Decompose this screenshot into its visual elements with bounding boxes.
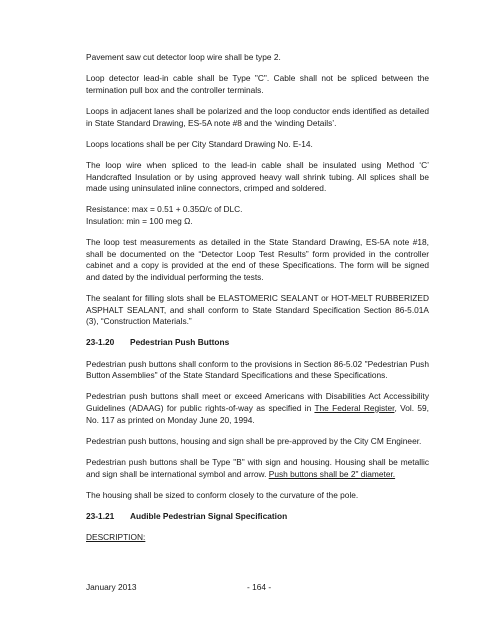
paragraph-loop-locations: Loops locations shall be per City Standard Drawing No. E-14. xyxy=(86,138,313,149)
paragraph-resistance-insulation xyxy=(86,204,429,227)
federal-register-reference: The Federal Register xyxy=(314,403,395,413)
resistance-line: Resistance: max = 0.51 + 0.35Ω/c of DLC. xyxy=(86,204,243,215)
paragraph-loop-test: The loop test measurements as detailed in the State Standard Drawing, ES-5A note #18, shall be documented on the “Detector Loop Test Results” form provided in the controller cabinet and a copy is provided at the end of these Specifications. The form will be signed and dated by the individual performing the tests. xyxy=(86,237,429,282)
paragraph-saw-cut-wire: Pavement saw cut detector loop wire shall be type 2. xyxy=(86,52,281,62)
button-diameter-note: Push buttons shall be 2" diameter. xyxy=(268,468,396,479)
section-number: 23-1.21 xyxy=(86,510,115,521)
footer-date: January 2013 xyxy=(86,582,137,592)
paragraph-loop-polarization: Loops in adjacent lanes shall be polarized and the loop conductor ends identified as detailed in State Standard Drawing, ES-5A note #8 and the ‘winding Details’. xyxy=(86,105,429,128)
paragraph-splice-insulation: The loop wire when spliced to the lead-in cable shall be insulated using Method ‘C’ Handcrafted Insulation or by using approved heavy wall shrink tubing. All splices shall be made using uninsulated inline connectors, crimped and soldered. xyxy=(86,159,429,194)
page-number: - 164 - xyxy=(247,582,272,592)
paragraph-pre-approval: Pedestrian push buttons, housing and sign shall be pre-approved by the City CM Engineer. xyxy=(86,435,422,446)
adaag-text-end: , Vol. 59, No. 117 as printed on Monday June 20, 1994. xyxy=(86,403,429,425)
paragraph-sealant: The sealant for filling slots shall be ELASTOMERIC SEALANT or HOT-MELT RUBBERIZED ASPHALT SEALANT, and shall conform to State Standard Specification Section 86-5.01A (3), “Construction Materials.” xyxy=(86,293,429,327)
type-b-text: Pedestrian push buttons shall be Type "B" with sign and housing. Housing shall be metallic and sign shall be international symbol and arrow. xyxy=(86,456,429,479)
paragraph-type-b xyxy=(86,457,429,480)
description-label: DESCRIPTION: xyxy=(86,532,146,543)
paragraph-adaag xyxy=(86,391,429,426)
insulation-line: Insulation: min = 100 meg Ω. xyxy=(86,215,193,226)
section-title: Pedestrian Push Buttons xyxy=(130,337,230,348)
adaag-text: Pedestrian push buttons shall meet or exceed Americans with Disabilities Act Accessibility Guidelines (ADAAG) for public rights-of-way as specified in xyxy=(86,391,429,413)
section-title: Audible Pedestrian Signal Specification xyxy=(130,510,288,521)
section-heading-push-buttons xyxy=(86,337,429,349)
section-heading-audible-signal xyxy=(86,511,429,523)
paragraph-housing: The housing shall be sized to conform closely to the curvature of the pole. xyxy=(86,489,359,500)
paragraph-lead-in-cable: Loop detector lead-in cable shall be Type "C". Cable shall not be spliced between the termination pull box and the controller terminals. xyxy=(86,73,429,95)
document-body xyxy=(86,52,429,553)
paragraph-push-button-provisions: Pedestrian push buttons shall conform to the provisions in Section 86-5.02 "Pedestrian Push Button Assemblies" of the State Standard Specifications and these Specifications. xyxy=(86,358,429,381)
section-number: 23-1.20 xyxy=(86,337,115,348)
